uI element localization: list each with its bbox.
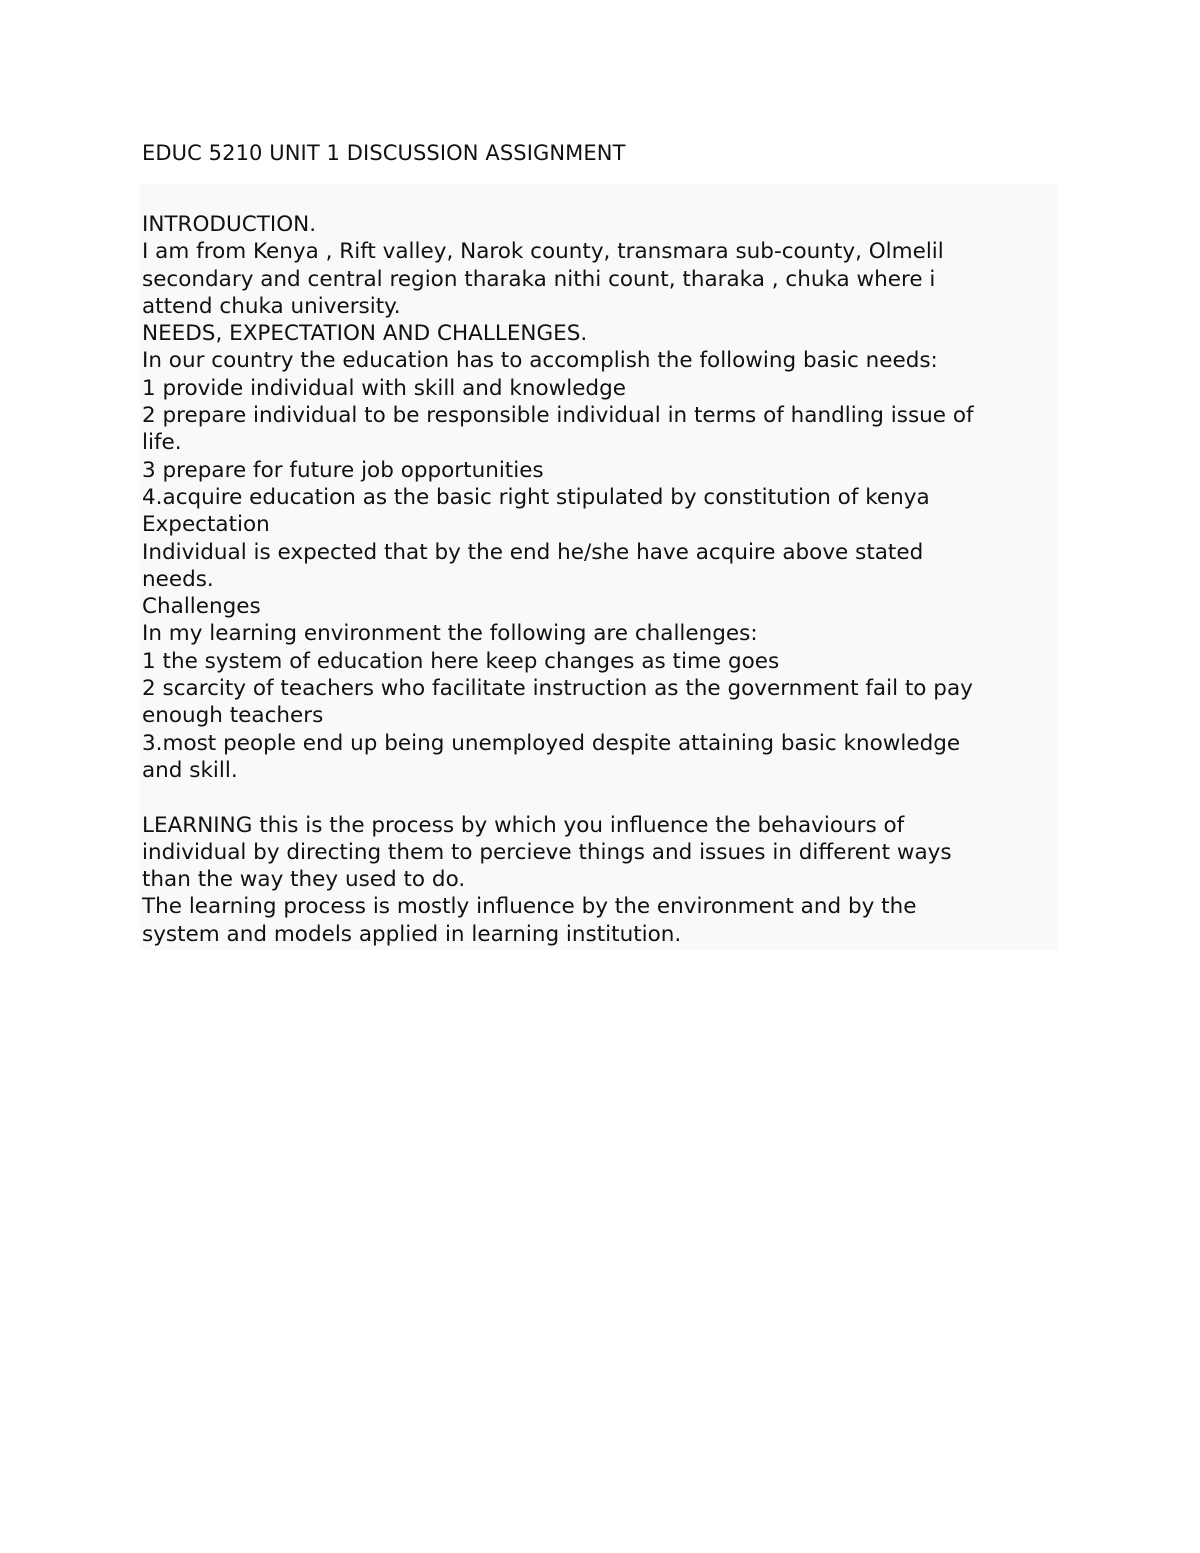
text-line: system and models applied in learning institution.: [142, 921, 682, 947]
text-line: The learning process is mostly influence by the environment and by the: [142, 894, 917, 920]
list-item: 3 prepare for future job opportunities: [142, 457, 544, 483]
text-line: and skill.: [142, 757, 238, 783]
list-item: 1 provide individual with skill and knowledge: [142, 375, 626, 401]
text-line: Individual is expected that by the end he/she have acquire above stated: [142, 539, 924, 565]
heading-introduction: INTRODUCTION.: [142, 212, 317, 237]
heading-needs: NEEDS, EXPECTATION AND CHALLENGES.: [142, 321, 588, 347]
text-line: than the way they used to do.: [142, 867, 466, 893]
document-body: [140, 184, 1058, 950]
heading-challenges: Challenges: [142, 594, 261, 620]
list-item: 1 the system of education here keep changes as time goes: [142, 648, 780, 674]
heading-expectation: Expectation: [142, 512, 270, 538]
text-line: enough teachers: [142, 703, 324, 729]
paragraph-gap: [142, 784, 1058, 811]
text-line: In our country the education has to accomplish the following basic needs:: [142, 348, 938, 374]
document-title: EDUC 5210 UNIT 1 DISCUSSION ASSIGNMENT: [142, 141, 626, 165]
body-text: [142, 211, 1058, 948]
text-line: LEARNING this is the process by which you influence the behaviours of: [142, 812, 905, 838]
list-item: 3.most people end up being unemployed despite attaining basic knowledge: [142, 730, 961, 756]
text-line: I am from Kenya , Rift valley, Narok county, transmara sub-county, Olmelil: [142, 239, 944, 265]
text-line: individual by directing them to percieve things and issues in different ways: [142, 839, 952, 865]
text-line: life.: [142, 430, 182, 456]
text-line: In my learning environment the following are challenges:: [142, 621, 758, 647]
text-line: needs.: [142, 566, 214, 592]
text-line: secondary and central region tharaka nithi count, tharaka , chuka where i: [142, 266, 936, 292]
list-item: 2 scarcity of teachers who facilitate instruction as the government fail to pay: [142, 676, 973, 702]
text-line: attend chuka university.: [142, 293, 401, 319]
list-item: 4.acquire education as the basic right stipulated by constitution of kenya: [142, 484, 930, 510]
list-item: 2 prepare individual to be responsible individual in terms of handling issue of: [142, 403, 974, 429]
